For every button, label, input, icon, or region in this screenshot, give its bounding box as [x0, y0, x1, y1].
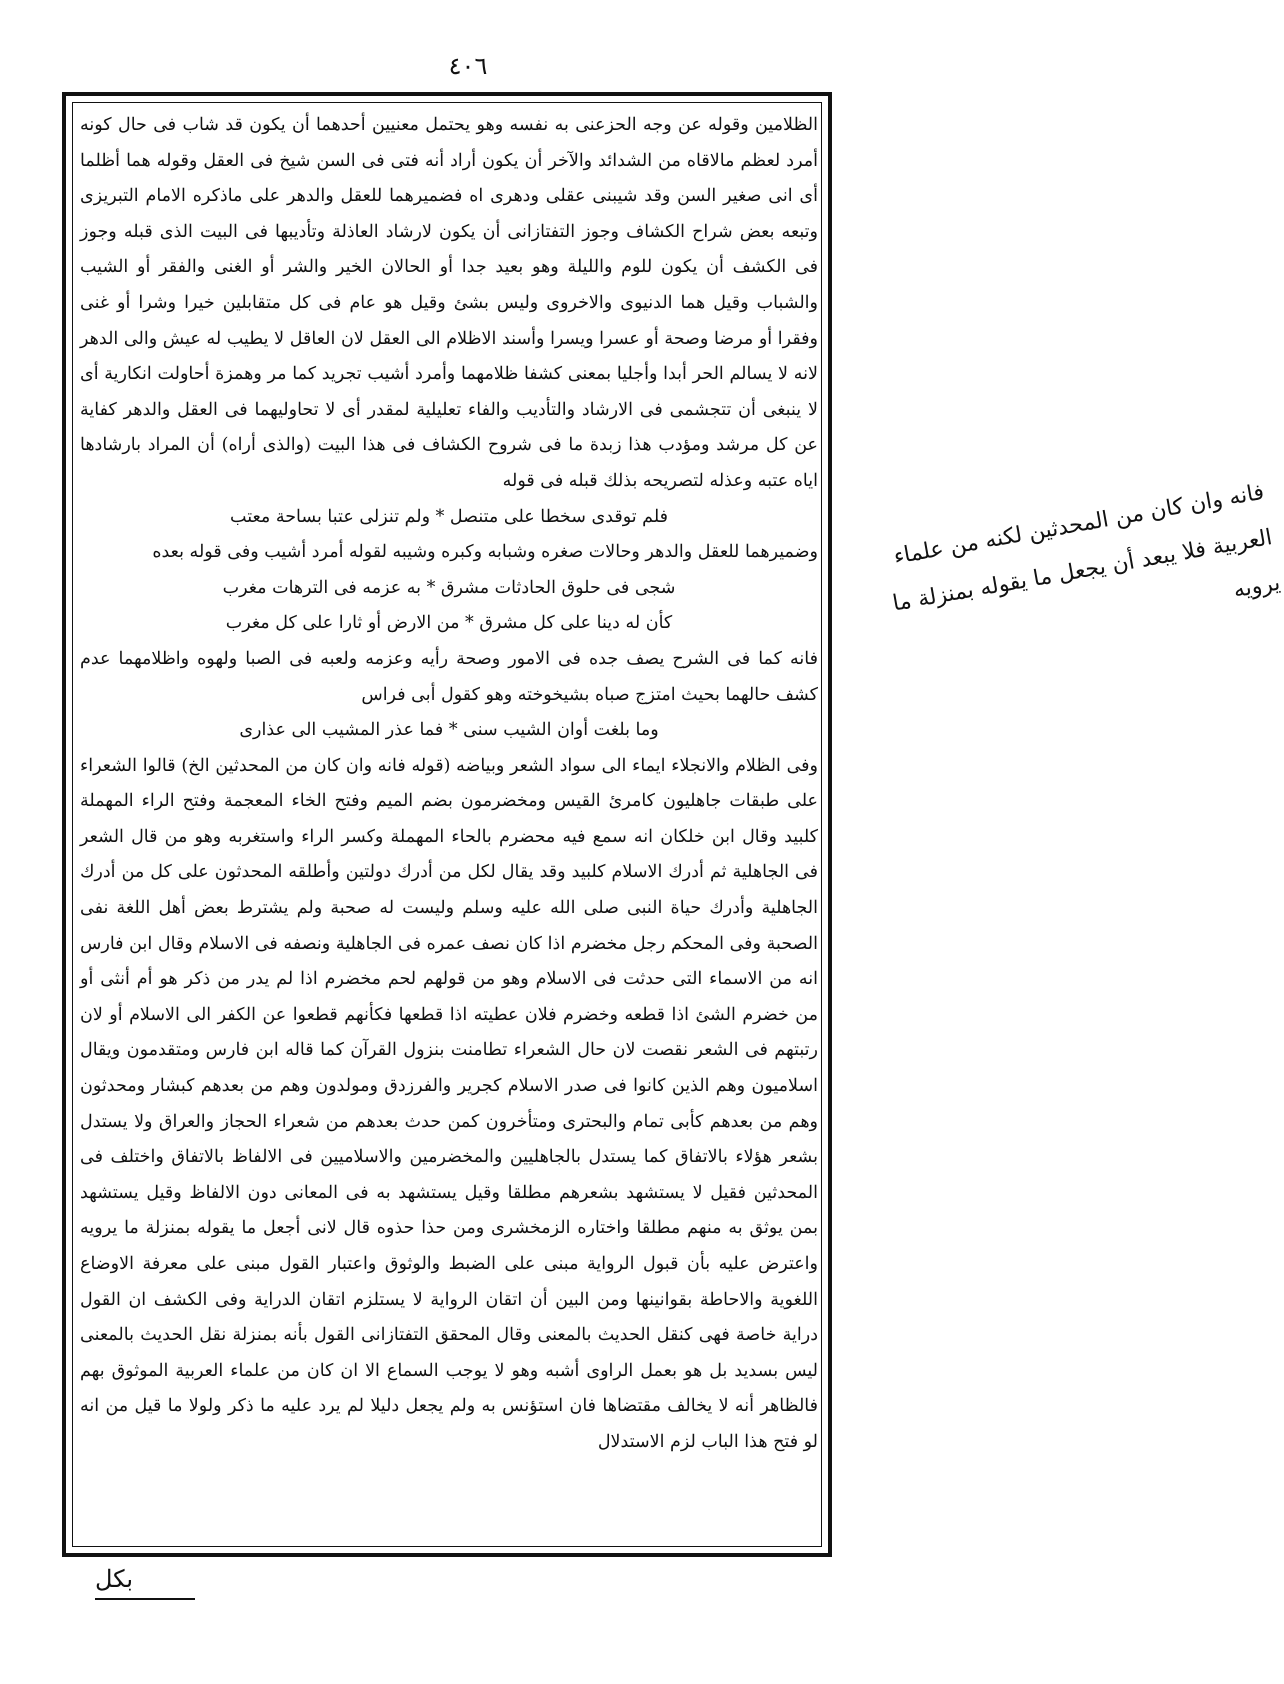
verse-line-3: كأن له دينا على كل مشرق * من الارض أو ثارا على كل مغرب: [225, 613, 673, 634]
catchword-underline: [95, 1598, 195, 1600]
verse-line-1: فلم توقدى سخطا على متنصل * ولم تنزلى عتبا بساحة معتب: [230, 506, 668, 527]
paragraph-4: وفى الظلام والانجلاء ايماء الى سواد الشعر وبياضه (قوله فانه وان كان من المحدثين الخ) قالوا الشعراء على طبقات جاهليون كامرئ القيس ومخضرمون بضم الميم وفتح الخاء المعجمة وفتح الراء المهملة كلبيد وقال ابن خلكان انه سمع فيه محضرم بالحاء المهملة وكسر الراء واستغربه وهو من قال الشعر فى الجاهلية ثم أدرك الاسلام كلبيد وقد يقال لكل من أدرك دولتين وأطلقه المحدثون على كل من أدرك الجاهلية وأدرك حياة النبى صلى الله عليه وسلم وليست له صحبة ولم يشترط بعض أهل اللغة نفى الصحبة وفى المحكم رجل مخضرم اذا كان نصف عمره فى الجاهلية ونصفه فى الاسلام وقال ابن فارس انه من الاسماء التى حدثت فى الاسلام وهو من قولهم لحم مخضرم اذا لم يدر من ذكر هو أم أنثى أو من خضرم الشئ اذا قطعه وخضرم فلان عطيته اذا قطعها فكأنهم قطعوا عن الكفر الى الاسلام أو لان رتبتهم فى الشعر نقصت لان حال الشعراء تطامنت بنزول القرآن كما قاله ابن فارس ومتقدمون ويقال اسلاميون وهم الذين كانوا فى صدر الاسلام كجرير والفرزدق ومولدون وهم من بعدهم كبشار ومحدثون وهم من بعدهم كأبى تمام والبحترى ومتأخرون كمن حدث بعدهم من شعراء الحجاز والعراق ولا يستدل بشعر هؤلاء بالاتفاق كما يستدل بالجاهليين والمخضرمين والاسلاميين فى الالفاظ بالاتفاق واختلف فى المحدثين فقيل لا يستشهد بشعرهم مطلقا وقيل يستشهد به فى المعانى دون الالفاظ وقيل يستشهد بمن يوثق به منهم مطلقا واختاره الزمخشرى ومن حذا حذوه قال لانى أجعل ما يقوله بمنزلة ما يرويه واعترض عليه بأن قبول الرواية مبنى على الضبط والوثوق واعتبار القول مبنى على معرفة الاوضاع اللغوية والاحاطة بقوانينها ومن البين أن اتقان الرواية لا يستلزم اتقان الدراية وفى الكشف ان القول دراية خاصة فهى كنقل الحديث بالمعنى وقال المحقق التفتازانى القول بأنه بمنزلة نقل الحديث بالمعنى ليس بسديد بل هو بعمل الراوى أشبه وهو لا يوجب السماع الا ان كان من علماء العربية الموثوق بهم فالظاهر أنه لا يخالف مقتضاها فان استؤنس به ولم يجعل دليلا لم يرد عليه ما ذكر ولولا ما قيل من انه لو فتح هذا الباب لزم الاستدلال: [80, 755, 819, 1452]
verse-line-4: وما بلغت أوان الشيب سنى * فما عذر المشيب الى عذارى: [239, 720, 659, 741]
main-text: [80, 108, 818, 1543]
paragraph-3: فانه كما فى الشرح يصف جده فى الامور وصحة رأيه وعزمه ولعبه فى الصبا ولهوه واظلامهما عدم كشف حالهما بحيث امتزج صباه بشيخوخته وهو كقول أبى فراس: [80, 648, 818, 705]
verse-line-2: شجى فى حلوق الحادثات مشرق * به عزمه فى الترهات مغرب: [222, 577, 676, 598]
margin-note: فانه وان كان من المحدثين لكنه من علماء العربية فلا يبعد أن يجعل ما يقوله بمنزلة ما يرويه: [890, 479, 1283, 617]
catchword: بكل: [95, 1565, 134, 1593]
paragraph-1: الظلامين وقوله عن وجه الحزعنى به نفسه وهو يحتمل معنيين أحدهما أن يكون قد شاب فى حال كونه أمرد لعظم مالاقاه من الشدائد والآخر أن يكون أراد أنه فتى فى السن شيخ فى العقل وقوله هما أظلما أى انى صغير السن وقد شيبنى عقلى ودهرى اه فضميرهما للعقل والدهر على ماذكره الامام التبريزى وتبعه بعض شراح الكشاف وجوز التفتازانى أن يكون لارشاد العاذلة وتأديبها فى البيت الذى قبله وجوز فى الكشف أن يكون للوم والليلة وهو بعيد جدا أو الحالان الخير والشر أو الغنى والفقر أو الشيب والشباب وقيل هما الدنيوى والاخروى وليس بشئ وقيل هو عام فى كل متقابلين خيرا وشرا أو غنى وفقرا أو مرضا وصحة أو عسرا ويسرا وأسند الاظلام الى العقل لان العاقل لا يطيب له عيش والى الدهر لانه لا يسالم الحر أبدا وأجليا بمعنى كشفا ظلامهما وأمرد أشيب تجريد كما مر وهمزة أحاولت انكارية أى لا ينبغى أن تتجشمى فى الارشاد والتأديب والفاء تعليلية لمقدر أى لا تحاوليهما فى العقل والدهر كفاية عن كل مرشد ومؤدب هذا زبدة ما فى شروح الكشاف فى هذا البيت (والذى أراه) أن المراد بارشادها اياه عتبه وعذله لتصريحه بذلك قبله فى قوله: [80, 115, 818, 491]
page-number: ٤٠٦: [448, 52, 488, 80]
paragraph-2: وضميرهما للعقل والدهر وحالات صغره وشبابه وكبره وشيبه لقوله أمرد أشيب وفى قوله بعده: [152, 542, 818, 563]
